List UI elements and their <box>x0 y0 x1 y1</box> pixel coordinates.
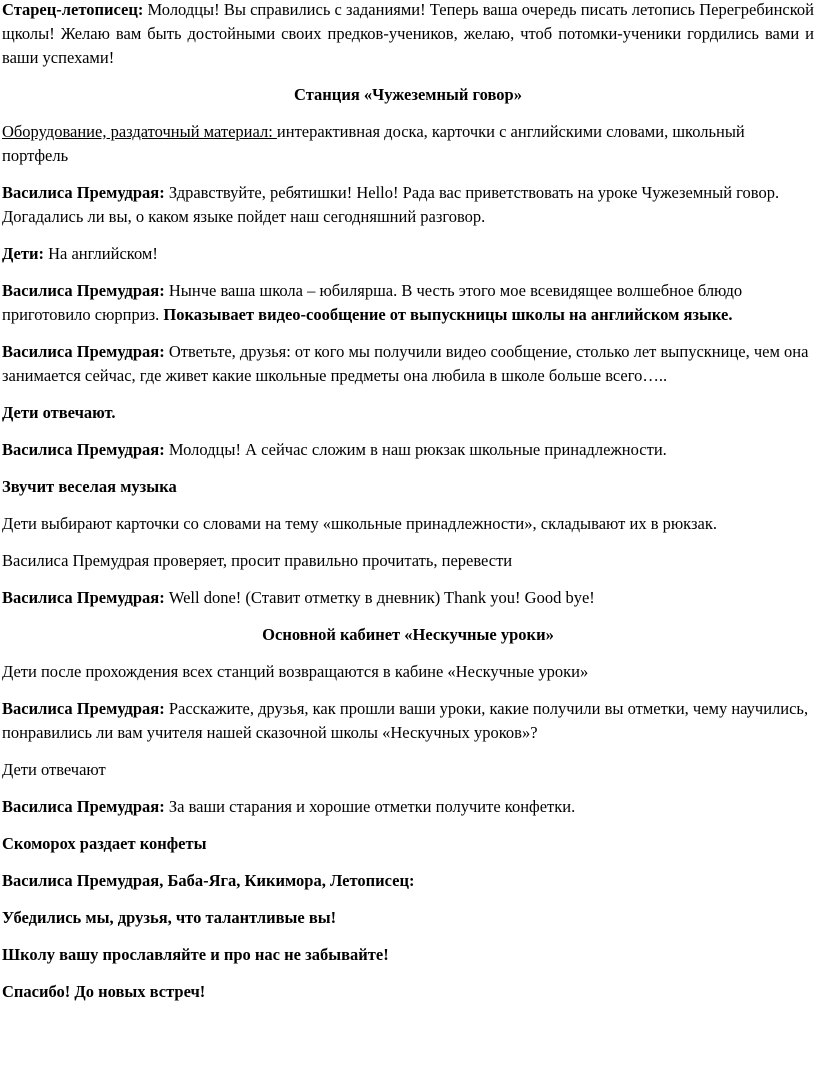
paragraph-text: Молодцы! Вы справились с заданиями! Теперь ваша очередь писать летопись Перегребинской щколы! Желаю вам быть достойными своих предков-учеников, желаю, чтоб потомки-ученики гордились вами и ваши успехами! <box>2 0 814 67</box>
paragraph-text: интерактивная доска, карточки с английскими словами, школьный портфель <box>2 122 745 165</box>
paragraph-children-answer <box>2 242 814 266</box>
paragraph-text: Нынче ваша школа – юбилярша. В честь этого мое всевидящее волшебное блюдо приготовило сюрприз. <box>2 281 743 324</box>
stage-direction-children-answer: Дети отвечают. <box>2 403 116 422</box>
paragraph-vasilisa-backpack <box>2 438 814 462</box>
speaker-label: Василиса Премудрая: <box>2 588 165 607</box>
paragraph-vasilisa-tell <box>2 697 814 745</box>
paragraph-chronicler <box>2 0 814 70</box>
paragraph-text: Молодцы! А сейчас сложим в наш рюкзак школьные принадлежности. <box>164 440 667 459</box>
paragraph-vasilisa-jubilee <box>2 279 814 327</box>
paragraph-text: Здравствуйте, ребятишки! Hello! Рада вас приветствовать на уроке Чужеземный говор. Догадались ли вы, о каком языке пойдет наш сегодняшний разговор. <box>2 183 780 226</box>
speaker-label: Дети: <box>2 244 44 263</box>
stage-direction-music: Звучит веселая музыка <box>2 477 177 496</box>
speaker-label: Василиса Премудрая: <box>2 699 165 718</box>
paragraph-text: За ваши старания и хорошие отметки получите конфетки. <box>164 797 576 816</box>
speaker-label: Василиса Премудрая: <box>2 440 165 459</box>
stage-direction-jester: Скоморох раздает конфеты <box>2 834 207 853</box>
chorus-line-1: Убедились мы, друзья, что талантливые вы! <box>2 908 337 927</box>
speaker-label: Василиса Премудрая: <box>2 183 165 202</box>
paragraph-children-return: Дети после прохождения всех станций возвращаются в кабине «Нескучные уроки» <box>2 662 589 681</box>
speaker-label: Василиса Премудрая: <box>2 797 165 816</box>
stage-direction: Показывает видео-сообщение от выпускницы школы на английском языке. <box>163 305 733 324</box>
paragraph-vasilisa-checks: Василиса Премудрая проверяет, просит правильно прочитать, перевести <box>2 551 513 570</box>
section-heading-foreign-speech: Станция «Чужеземный говор» <box>294 85 522 104</box>
paragraph-vasilisa-well-done <box>2 586 814 610</box>
paragraph-text: Ответьте, друзья: от кого мы получили видео сообщение, столько лет выпускнице, чем она занимается сейчас, где живет какие школьные предметы она любила в школе больше всего….. <box>2 342 809 385</box>
paragraph-vasilisa-questions <box>2 340 814 388</box>
equipment-label: Оборудование, раздаточный материал: <box>2 122 277 141</box>
chorus-line-2: Школу вашу прославляйте и про нас не забывайте! <box>2 945 389 964</box>
paragraph-text: Well done! (Ставит отметку в дневник) Thank you! Good bye! <box>164 588 595 607</box>
section-heading-main-cabinet: Основной кабинет «Нескучные уроки» <box>262 625 554 644</box>
chorus-line-3: Спасибо! До новых встреч! <box>2 982 206 1001</box>
paragraph-vasilisa-candy <box>2 795 814 819</box>
paragraph-equipment <box>2 120 814 168</box>
paragraph-text: Расскажите, друзья, как прошли ваши уроки, какие получили вы отметки, чему научились, понравились ли вам учителя нашей сказочной школы «Нескучных уроков»? <box>2 699 809 742</box>
paragraph-children-reply: Дети отвечают <box>2 760 106 779</box>
paragraph-vasilisa-greeting <box>2 181 814 229</box>
chorus-speakers: Василиса Премудрая, Баба-Яга, Кикимора, Летописец: <box>2 871 415 890</box>
paragraph-text: На английском! <box>43 244 158 263</box>
speaker-label: Василиса Премудрая: <box>2 281 165 300</box>
speaker-label: Старец-летописец: <box>2 0 144 19</box>
paragraph-children-cards: Дети выбирают карточки со словами на тему «школьные принадлежности», складывают их в рюкзак. <box>2 514 717 533</box>
speaker-label: Василиса Премудрая: <box>2 342 165 361</box>
